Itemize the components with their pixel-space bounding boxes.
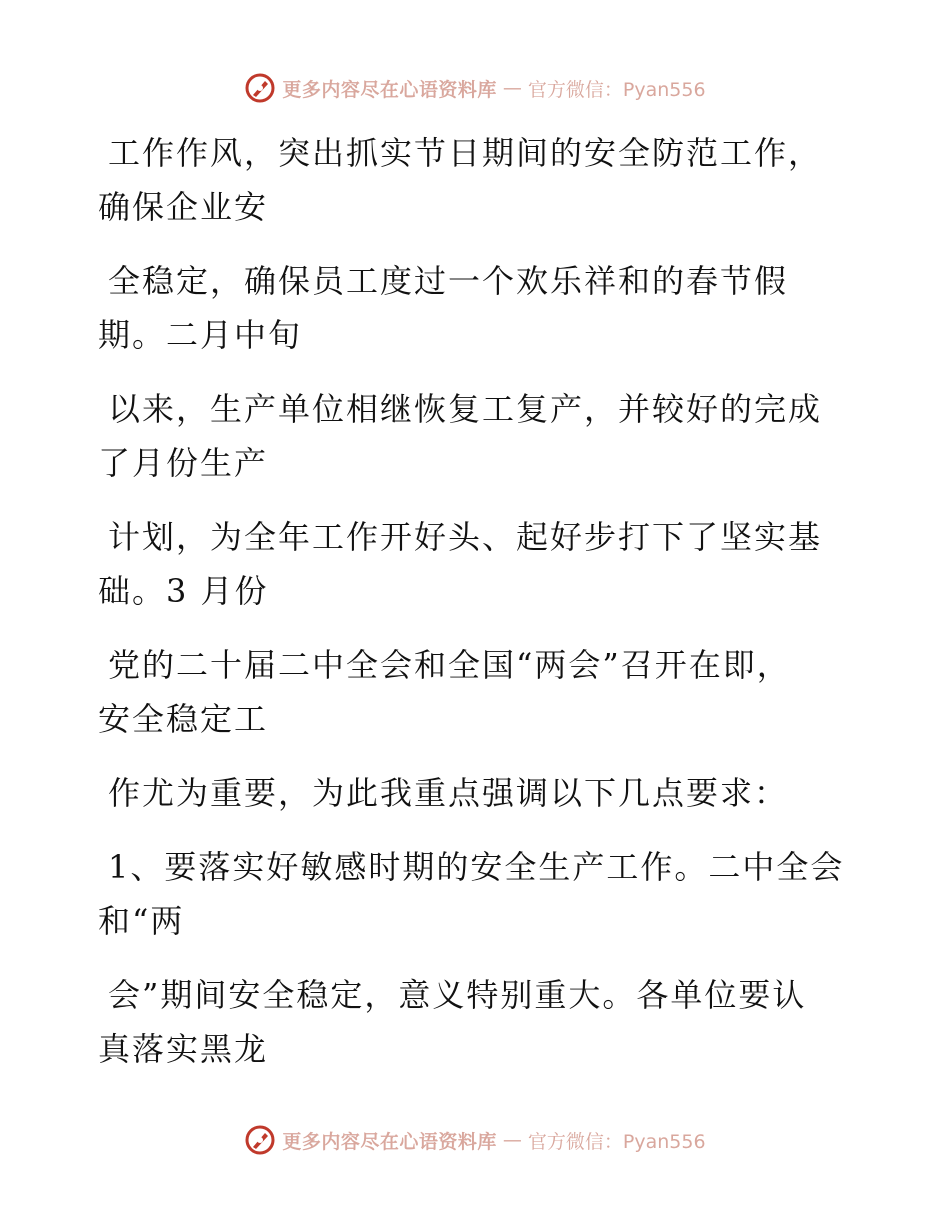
footer-watermark (0, 1124, 950, 1156)
paragraph-line: 工作作风，突出抓实节日期间的安全防范工作， (108, 134, 823, 172)
pen-seal-logo-icon (244, 1124, 276, 1156)
paragraph-line: 础。3 月份 (98, 572, 269, 610)
watermark-wechat: 官方微信：Pyan556 (527, 78, 706, 101)
watermark-separator: — (502, 1129, 522, 1151)
paragraph-line: 真落实黑龙 (98, 1030, 269, 1068)
paragraph-line: 1、要落实好敏感时期的安全生产工作。二中全会 (108, 848, 845, 886)
paragraph-line: 党的二十届二中全会和全国“两会”召开在即， (108, 646, 791, 684)
paragraph-2 (98, 254, 858, 362)
pen-seal-logo-icon (244, 72, 276, 104)
paragraph-line: 会”期间安全稳定，意义特别重大。各单位要认 (108, 976, 807, 1014)
watermark-brand: 更多内容尽在心语资料库 (282, 78, 497, 101)
paragraph-1 (98, 126, 858, 234)
paragraph-line: 作尤为重要，为此我重点强调以下几点要求： (108, 774, 789, 812)
paragraph-line: 计划，为全年工作开好头、起好步打下了坚实基 (108, 518, 823, 556)
paragraph-5 (98, 638, 858, 746)
paragraph-6 (98, 766, 858, 820)
watermark-brand: 更多内容尽在心语资料库 (282, 1130, 497, 1153)
paragraph-3 (98, 382, 858, 490)
header-watermark (0, 72, 950, 104)
paragraph-line: 全稳定，确保员工度过一个欢乐祥和的春节假 (108, 262, 789, 300)
paragraph-4 (98, 510, 858, 618)
paragraph-line: 和“两 (98, 902, 185, 940)
document-body (98, 126, 858, 1096)
paragraph-line: 期。二月中旬 (98, 316, 303, 354)
watermark-wechat: 官方微信：Pyan556 (527, 1130, 706, 1153)
paragraph-line: 了月份生产 (98, 444, 269, 482)
watermark-separator: — (502, 77, 522, 99)
paragraph-line: 以来，生产单位相继恢复工复产，并较好的完成 (108, 390, 823, 428)
paragraph-8 (98, 968, 858, 1076)
paragraph-7 (98, 840, 858, 948)
paragraph-line: 确保企业安 (98, 188, 269, 226)
paragraph-line: 安全稳定工 (98, 700, 269, 738)
